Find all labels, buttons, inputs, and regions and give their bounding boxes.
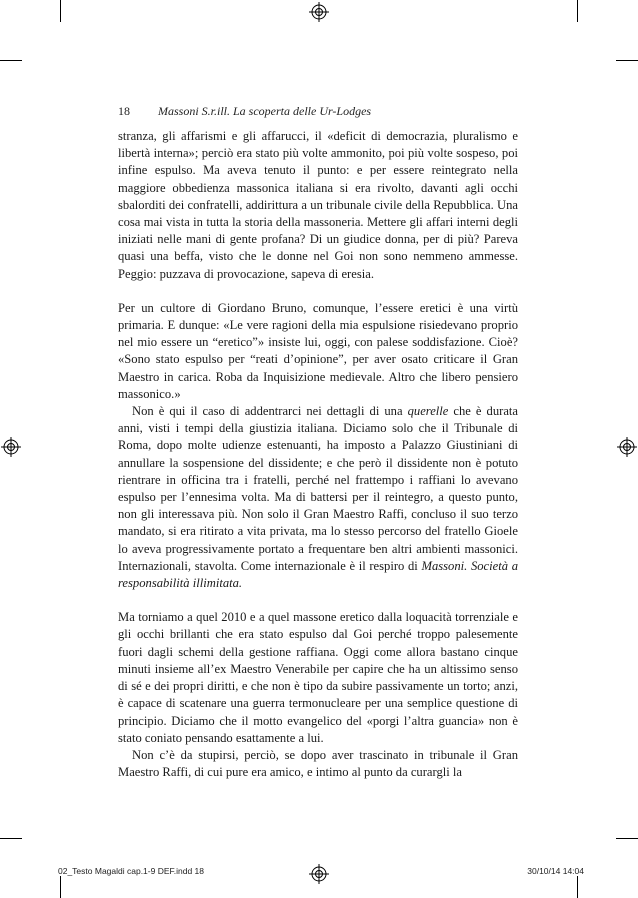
slug-filename: 02_Testo Magaldi cap.1-9 DEF.indd 18	[58, 866, 205, 876]
crop-mark	[60, 0, 61, 22]
paragraph: Per un cultore di Giordano Bruno, comunque, l’essere eretici è una virtù primaria. E dunque: «Le vere ragioni della mia espulsione risiedevano proprio nel mio essere un “eretico”» insiste lui, oggi, con palese soddisfazione. Cioè? «Sono stato espulso per “reati d’opinione”, per aver osato criticare il Gran Maestro in carica. Roba da Inquisizione medievale. Altro che libero pensiero massonico.»	[118, 300, 518, 401]
text-run: Non è qui il caso di addentrarci nei dettagli di una	[132, 404, 408, 419]
body-text	[118, 128, 518, 781]
crop-mark	[0, 838, 22, 839]
registration-mark-icon	[1, 437, 21, 457]
crop-mark	[577, 0, 578, 22]
page-number: 18	[118, 104, 130, 118]
slug-timestamp: 30/10/14 14:04	[527, 866, 584, 876]
crop-mark	[616, 60, 638, 61]
paragraph: stranza, gli affarismi e gli affarucci, il «deficit di democrazia, pluralismo e libertà interna»; perciò era stato più volte ammonito, poi più volte sospeso, poi infine espulso. Ma aveva tenuto il punto: e per essere reintegrato nella maggiore obbedienza massonica italiana si era rivolto, davanti agli occhi sbalorditi dei confratelli, addirittura a un tribunale civile della Repubblica. Una cosa mai vista in tutta la storia della massoneria. Mettere gli affari interni degli iniziati nelle mani di gente profana? Di un giudice donna, per di più? Pareva quasi una beffa, visto che le donne nel Goi non sono nemmeno ammesse. Peggio: puzzava di provocazione, sapeva di eresia.	[118, 129, 518, 281]
book-title: Massoni S.r.ill. La scoperta delle Ur-Lodges	[158, 104, 372, 118]
italic-term: querelle	[407, 404, 449, 419]
italic-book-title: Massoni. Società a responsabilità illimitata.	[118, 558, 518, 591]
crop-mark	[0, 60, 22, 61]
crop-mark	[616, 838, 638, 839]
paragraph	[118, 403, 518, 592]
registration-mark-icon	[309, 2, 329, 22]
registration-mark-icon	[617, 437, 637, 457]
paragraph: Ma torniamo a quel 2010 e a quel massone eretico dalla loquacità torrenziale e gli occhi brillanti che era stato espulso dal Goi perché troppo palesemente fuori dagli schemi della gestione raffiana. Oggi come allora bastano cinque minuti insieme all’ex Maestro Venerabile per capire che ha un altissimo senso di sé e dei propri diritti, e che non è tipo da subire passivamente un torto; anzi, è capace di scatenare una guerra termonucleare per una semplice questione di principio. Diciamo che il motto evangelico del «porgi l’altra guancia» non è stato coniato pensando esattamente a lui.	[118, 610, 518, 745]
paragraph: Non c’è da stupirsi, perciò, se dopo aver trascinato in tribunale il Gran Maestro Raffi, di cui pure era amico, e intimo al punto da curargli la	[118, 747, 518, 780]
print-slug	[0, 866, 638, 880]
running-head	[118, 104, 538, 119]
text-run: che è durata anni, visti i tempi della giustizia italiana. Diciamo solo che il Tribunale di Roma, dopo molte udienze estenuanti, ha imposto a Palazzo Giustiniani di annullare la sospensione del dissidente; e che però il dissidente non è potuto rientrare in officina tra i fratelli, perché nel frattempo i raffiani lo avevano espulso per l’ennesima volta. Ma di battersi per il reintegro, a questo punto, non gli interessava più. Non solo il Gran Maestro Raffi, concluso il suo terzo mandato, si era ritirato a vita privata, ma lo stesso percorso del fratello Gioele lo aveva progressivamente portato a frequentare ben altri ambienti massonici. Internazionali, stavolta. Come internazionale è il respiro di	[118, 404, 518, 573]
